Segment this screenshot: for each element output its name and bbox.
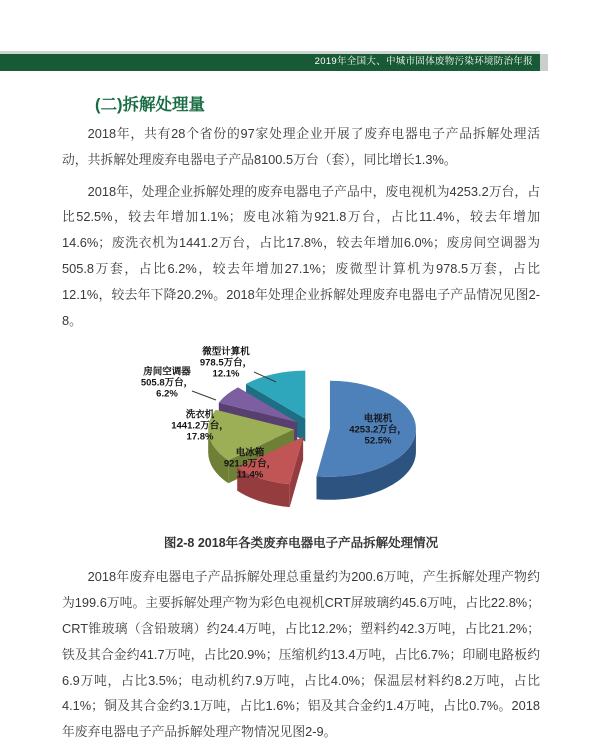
pie-slice-label: 房间空调器 505.8万台， 6.2%: [140, 366, 194, 400]
pie-chart: [100, 336, 520, 528]
paragraph-dismantling-total: 2018年，共有28个省份的97家处理企业开展了废弃电器电子产品拆解处理活动，共拆解处理废弃电器电子产品8100.5万台（套），同比增长1.3%。: [62, 126, 540, 167]
pie-chart-svg: [100, 336, 520, 528]
header-bar-green: [0, 51, 540, 71]
label-leader-line: [192, 391, 216, 400]
figure-2-8: [62, 336, 540, 551]
pie-slice-label: 电视机 4253.2万台， 52.5%: [349, 413, 407, 447]
report-title: 2019年全国大、中城市固体废物污染环境防治年报: [314, 56, 533, 67]
paragraph-output-products: 2018年废弃电器电子产品拆解处理总重量约为200.6万吨，产生拆解处理产物约为199.6万吨。主要拆解处理产物为彩色电视机CRT屏玻璃约45.6万吨，占比22.8%；CRT锥玻璃（含铅玻璃）约24.4万吨，占比12.2%；塑料约42.3万吨，占比21.2%；铁及其合金约41.7万吨，占比20.9%；压缩机约13.4万吨，占比6.7%；印刷电路板约6.9万吨，占比3.5%；电动机约7.9万吨，占比4.0%；保温层材料约8.2万吨，占比4.1%；铜及其合金约3.1万吨，占比1.6%；铝及其合金约1.4万吨，占比0.7%。2018年废弃电器电子产品拆解处理产物情况见图2-9。: [62, 569, 540, 740]
header-bar: [0, 51, 548, 71]
pie-slice-label: 洗衣机 1441.2万台， 17.8%: [171, 409, 229, 443]
figure-caption: 图2-8 2018年各类废弃电器电子产品拆解处理情况: [163, 536, 439, 551]
paragraph-product-breakdown: 2018年，处理企业拆解处理的废弃电器电子产品中，废电视机为4253.2万台，占比52.5%，较去年增加1.1%；废电冰箱为921.8万台，占比11.4%，较去年增加14.6%；废洗衣机为1441.2万台，占比17.8%，较去年增加6.0%；废房间空调器为505.8万套，占比6.2%，较去年增加27.1%；废微型计算机为978.5万套，占比12.1%，较去年下降20.2%。2018年处理企业拆解处理废弃电器电子产品情况见图2-8。: [62, 183, 540, 328]
pie-slice-label: 电冰箱 921.8万台， 11.4%: [223, 447, 277, 481]
page-content: [0, 91, 600, 745]
section-heading: (二)拆解处理量: [95, 96, 205, 114]
pie-slice-label: 微型计算机 978.5万台， 12.1%: [199, 346, 253, 380]
report-page: [0, 51, 600, 739]
